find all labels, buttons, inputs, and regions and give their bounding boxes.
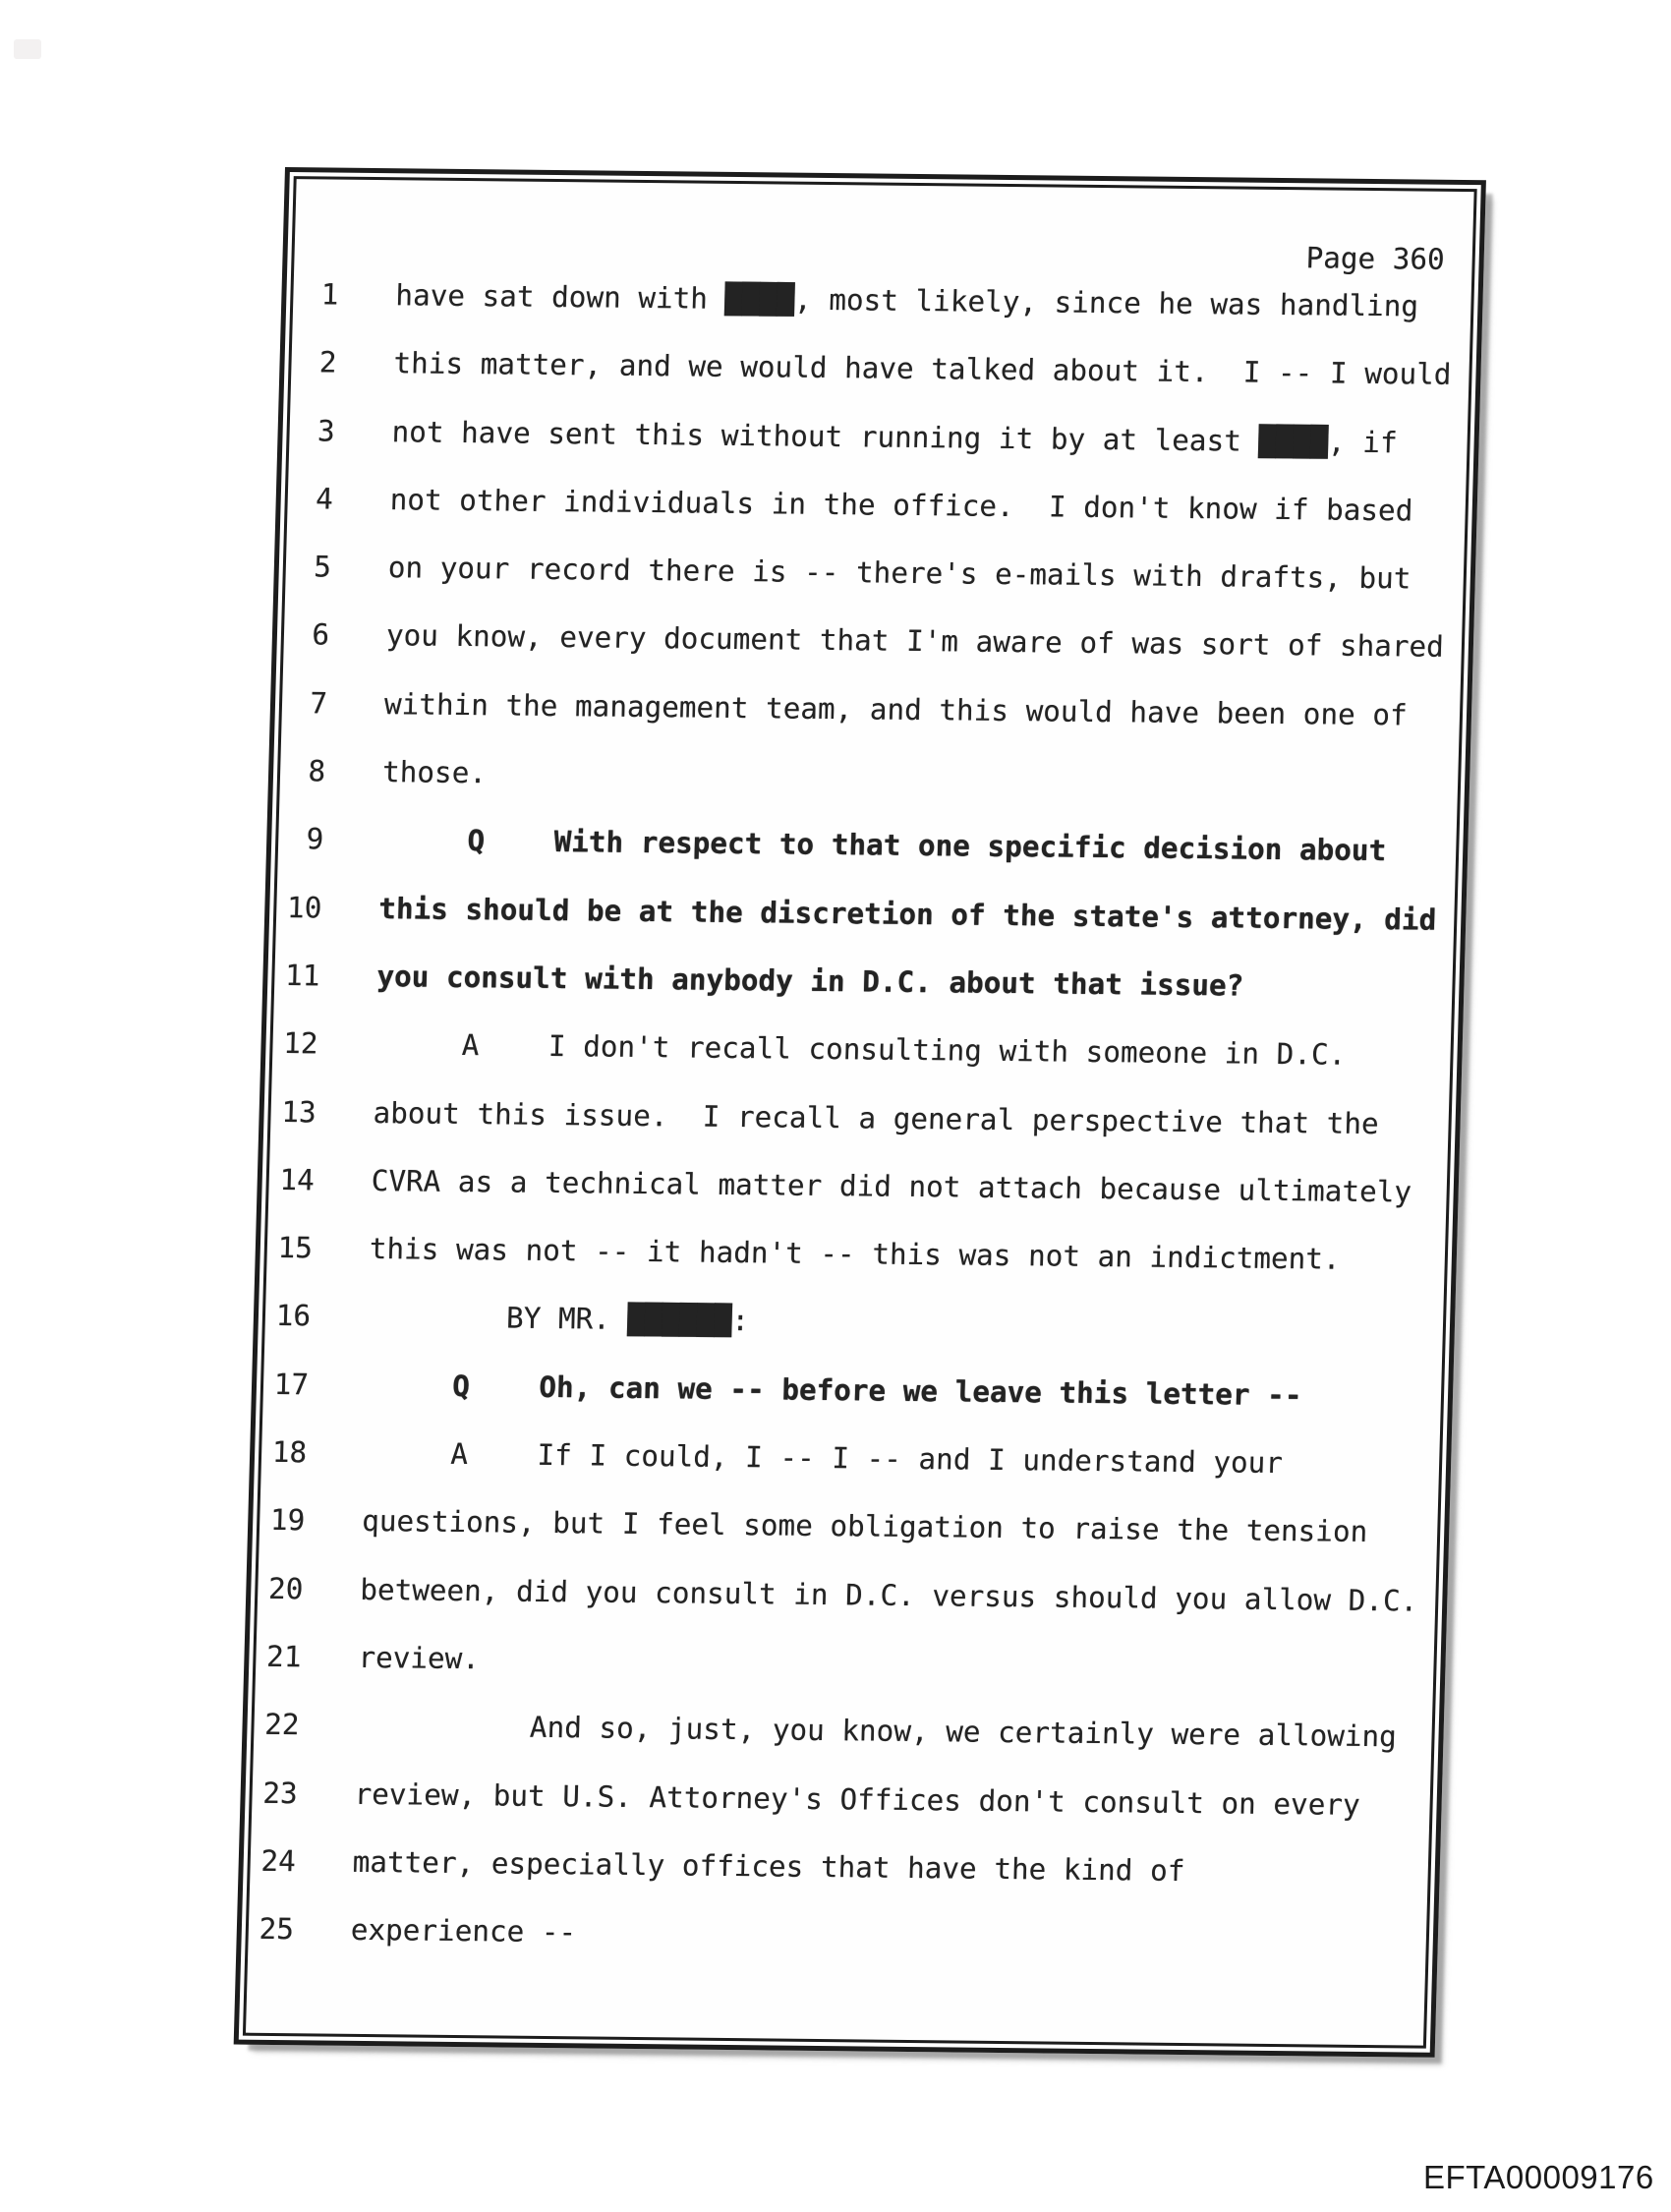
bates-number: EFTA00009176 bbox=[1423, 2159, 1654, 2195]
transcript-line-row bbox=[247, 1911, 1426, 1996]
line-text: this matter, and we would have talked about it. I -- I would bbox=[393, 346, 1452, 392]
line-number: 2 bbox=[318, 345, 338, 379]
line-text: review, but U.S. Attorney's Offices don't consult on every bbox=[354, 1776, 1361, 1822]
line-text: not have sent this without running it by at least ████, if bbox=[391, 414, 1399, 459]
line-text: Q Oh, can we -- before we leave this letter -- bbox=[365, 1368, 1302, 1413]
transcript-lines bbox=[247, 277, 1470, 1996]
line-number: 16 bbox=[275, 1299, 312, 1333]
line-number: 18 bbox=[271, 1434, 308, 1470]
line-text: about this issue. I recall a general perspective that the bbox=[373, 1095, 1380, 1140]
page-number-label: Page 360 bbox=[1305, 241, 1446, 276]
line-number: 6 bbox=[311, 617, 330, 652]
line-number: 17 bbox=[273, 1367, 310, 1402]
line-number: 19 bbox=[269, 1503, 306, 1538]
line-text: Q With respect to that one specific decision about bbox=[379, 823, 1387, 868]
line-number: 9 bbox=[306, 822, 324, 856]
line-text: on your record there is -- there's e-mails with drafts, but bbox=[387, 551, 1412, 596]
line-text: experience -- bbox=[350, 1912, 577, 1950]
line-number: 3 bbox=[317, 413, 336, 448]
line-number: 12 bbox=[282, 1026, 319, 1061]
line-text: not other individuals in the office. I don't know if based bbox=[389, 483, 1413, 528]
line-number: 5 bbox=[313, 550, 332, 584]
line-number: 20 bbox=[267, 1571, 304, 1605]
line-text: you consult with anybody in D.C. about that issue? bbox=[376, 960, 1244, 1003]
line-number: 13 bbox=[280, 1094, 317, 1129]
line-number: 8 bbox=[308, 754, 326, 788]
page-inner-border bbox=[243, 176, 1477, 2049]
line-text: this was not -- it hadn't -- this was not an indictment. bbox=[369, 1232, 1342, 1276]
line-text: And so, just, you know, we certainly were allowing bbox=[356, 1709, 1398, 1754]
line-number: 23 bbox=[261, 1775, 299, 1810]
line-text: within the management team, and this would have been one of bbox=[383, 686, 1409, 732]
line-number: 15 bbox=[277, 1231, 314, 1265]
line-number: 25 bbox=[259, 1911, 295, 1947]
line-text: this should be at the discretion of the state's attorney, did bbox=[377, 891, 1437, 937]
line-number: 21 bbox=[265, 1639, 302, 1674]
line-text: CVRA as a technical matter did not attach because ultimately bbox=[371, 1163, 1412, 1209]
line-text: A If I could, I -- I -- and I understand your bbox=[363, 1435, 1284, 1481]
scan-artifact bbox=[14, 39, 41, 59]
line-text: you know, every document that I'm aware of was sort of shared bbox=[385, 618, 1445, 665]
line-number: 4 bbox=[315, 482, 334, 516]
line-number: 1 bbox=[320, 277, 339, 312]
line-number: 24 bbox=[260, 1843, 297, 1879]
line-number: 7 bbox=[309, 686, 328, 721]
line-number: 11 bbox=[284, 959, 320, 993]
line-number: 22 bbox=[263, 1708, 301, 1742]
line-text: between, did you consult in D.C. versus should you allow D.C. bbox=[359, 1572, 1418, 1618]
line-text: review. bbox=[358, 1640, 481, 1676]
line-text: questions, but I feel some obligation to raise the tension bbox=[361, 1504, 1368, 1549]
line-text: A I don't recall consulting with someone in D.C. bbox=[375, 1027, 1347, 1072]
line-number: 14 bbox=[279, 1162, 316, 1197]
line-number: 10 bbox=[286, 890, 322, 925]
line-text: BY MR. ██████: bbox=[367, 1300, 750, 1338]
line-text: those. bbox=[381, 755, 488, 790]
line-text: matter, especially offices that have the kind of bbox=[352, 1844, 1185, 1888]
line-text: have sat down with ████, most likely, since he was handling bbox=[394, 278, 1419, 323]
transcript-page bbox=[234, 167, 1486, 2058]
